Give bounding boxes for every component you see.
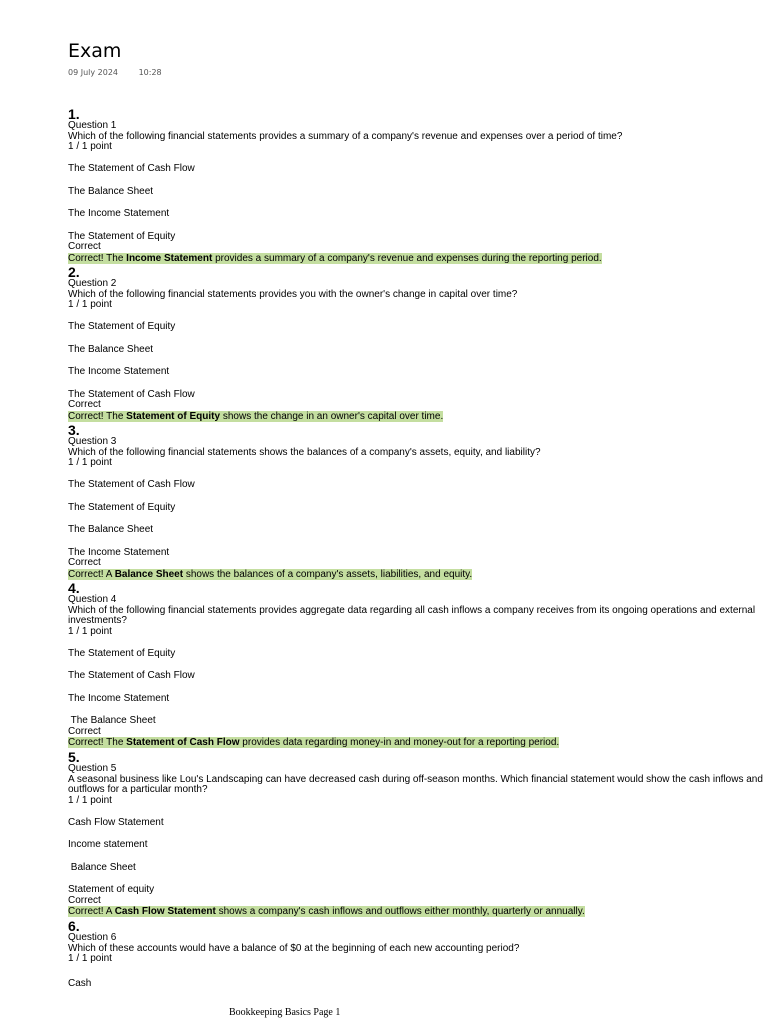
question-text: Which of the following financial statements provides a summary of a company's revenue and expenses over a period of time? bbox=[68, 130, 623, 142]
question-text: Which of the following financial statements provides aggregate data regarding all cash inflows a company receives from its ongoing operations and external investments? bbox=[68, 604, 756, 626]
answer-option: The Statement of Equity bbox=[68, 230, 176, 242]
correct-status: Correct bbox=[68, 399, 101, 410]
question-text: Which of these accounts would have a balance of $0 at the beginning of each new accounting period? bbox=[68, 942, 520, 954]
feedback: Correct! The Statement of Equity shows the change in an owner's capital over time. bbox=[68, 410, 444, 422]
page-time: 10:28 bbox=[138, 68, 162, 77]
correct-status: Correct bbox=[68, 725, 101, 737]
question-text: Which of the following financial statements shows the balances of a company's assets, equity, and liability? bbox=[68, 446, 541, 458]
question-label: Question 6 bbox=[68, 932, 117, 943]
question-number: 2. bbox=[68, 264, 80, 280]
question-points: 1 / 1 point bbox=[68, 299, 112, 310]
question-label: Question 5 bbox=[68, 763, 117, 774]
answer-option: The Income Statement bbox=[68, 366, 170, 377]
answer-option: Income statement bbox=[68, 839, 148, 850]
correct-status: Correct bbox=[68, 894, 101, 906]
cut-off-answer-option: Cash bbox=[68, 978, 92, 989]
answer-option: The Balance Sheet bbox=[68, 524, 154, 535]
question-block bbox=[68, 582, 763, 748]
answer-option: Balance Sheet bbox=[68, 861, 136, 873]
correct-status: Correct bbox=[68, 557, 101, 568]
question-block bbox=[68, 108, 763, 264]
answer-option: The Income Statement bbox=[68, 692, 170, 704]
answer-option: The Statement of Equity bbox=[68, 647, 176, 659]
page-meta bbox=[68, 68, 162, 77]
question-number: 6. bbox=[68, 918, 80, 934]
answer-option: The Statement of Equity bbox=[68, 321, 176, 332]
question-block bbox=[68, 751, 763, 917]
feedback: Correct! A Balance Sheet shows the balances of a company's assets, liabilities, and equity. bbox=[68, 568, 473, 580]
question-block bbox=[68, 920, 763, 965]
question-block bbox=[68, 424, 763, 580]
page-footer: Bookkeeping Basics Page 1 bbox=[229, 1007, 341, 1018]
answer-option: Statement of equity bbox=[68, 884, 155, 895]
answer-option: The Statement of Cash Flow bbox=[68, 479, 195, 490]
question-block bbox=[68, 266, 763, 422]
question-points: 1 / 1 point bbox=[68, 794, 112, 806]
answer-option: The Statement of Cash Flow bbox=[68, 670, 195, 681]
page-date: 09 July 2024 bbox=[68, 68, 119, 77]
question-label: Question 1 bbox=[68, 120, 117, 131]
answer-option: The Statement of Cash Flow bbox=[68, 388, 195, 400]
question-number: 4. bbox=[68, 580, 80, 596]
question-label: Question 4 bbox=[68, 594, 117, 605]
answer-option: The Statement of Cash Flow bbox=[68, 163, 195, 174]
answer-option: The Statement of Equity bbox=[68, 501, 176, 513]
answer-option: The Balance Sheet bbox=[68, 185, 154, 197]
question-number: 3. bbox=[68, 422, 80, 438]
page-title: Exam bbox=[68, 40, 122, 62]
feedback: Correct! The Income Statement provides a summary of a company's revenue and expenses during the reporting period. bbox=[68, 252, 602, 264]
question-number: 5. bbox=[68, 749, 80, 765]
answer-option: The Income Statement bbox=[68, 208, 170, 219]
question-label: Question 3 bbox=[68, 436, 117, 447]
question-points: 1 / 1 point bbox=[68, 457, 112, 468]
answer-option: The Balance Sheet bbox=[68, 715, 156, 726]
question-text: A seasonal business like Lou's Landscaping can have decreased cash during off-season months. Which financial statement would show the cash inflows and outflows for a particular month? bbox=[68, 773, 763, 795]
question-points: 1 / 1 point bbox=[68, 141, 112, 152]
feedback: Correct! A Cash Flow Statement shows a company's cash inflows and outflows either monthly, quarterly or annually. bbox=[68, 906, 585, 917]
question-points: 1 / 1 point bbox=[68, 953, 112, 964]
question-text: Which of the following financial statements provides you with the owner's change in capital over time? bbox=[68, 288, 518, 300]
question-number: 1. bbox=[68, 106, 80, 122]
question-points: 1 / 1 point bbox=[68, 625, 112, 637]
question-label: Question 2 bbox=[68, 278, 117, 289]
answer-option: Cash Flow Statement bbox=[68, 816, 164, 828]
correct-status: Correct bbox=[68, 241, 101, 252]
answer-option: The Balance Sheet bbox=[68, 343, 154, 355]
answer-option: The Income Statement bbox=[68, 546, 170, 558]
feedback: Correct! The Statement of Cash Flow provides data regarding money-in and money-out for a reporting period. bbox=[68, 737, 560, 748]
